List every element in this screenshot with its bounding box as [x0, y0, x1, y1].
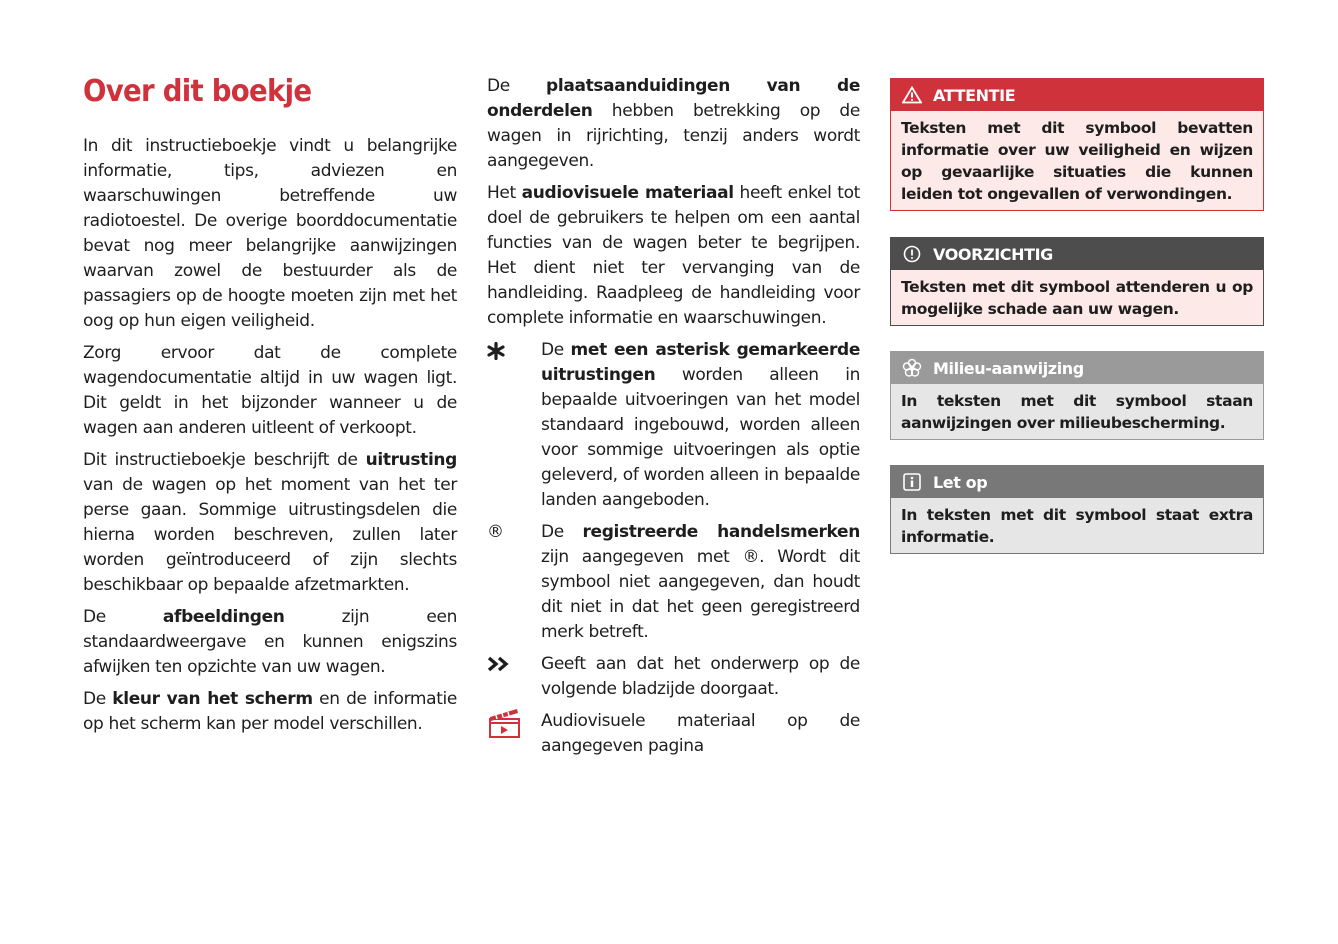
audiovisual-paragraph: Het audiovisuele materiaal heeft enkel tot doel de gebruikers te helpen om een aantal functies van de wagen beter te begrijpen. Het dient niet ter vervanging van de handleiding. Raadpleeg de handleiding voor complete informatie en waarschuwingen.	[487, 183, 860, 328]
equipment-paragraph: Dit instructieboekje beschrijft de uitrusting van de wagen op het moment van het ter perse gaan. Sommige uitrustingsdelen die hierna worden beschreven, zullen later worden geïntroduceerd of zijn slechts beschikbaar op bepaalde afzetmarkten.	[83, 450, 457, 595]
location-paragraph: De plaatsaanduidingen van de onderdelen hebben betrekking op de wagen in rijrichting, tenzij anders wordt aangegeven.	[487, 76, 860, 171]
exclamation-circle-icon	[901, 243, 923, 265]
attentie-title: ATTENTIE	[933, 85, 1016, 105]
symbol-text: De met een asterisk gemarkeerde uitrustingen worden alleen in bepaalde uitvoeringen van het model standaard ingebouwd, worden alleen voor sommige uitvoeringen als optie geleverd, of worden alleen in bepaalde landen aangeboden.	[541, 340, 861, 510]
intro-paragraph: In dit instructieboekje vindt u belangrijke informatie, tips, adviezen en waarschuwingen betreffende uw radiotoestel. De overige boorddocumentatie bevat nog meer belangrijke aanwijzingen waarvan zowel de bestuurder als de passagiers op de hoogte moeten zijn met het oog op hun eigen veiligheid.	[83, 136, 457, 331]
milieu-header	[891, 352, 1263, 384]
milieu-title: Milieu-aanwijzing	[933, 358, 1084, 378]
milieu-text: In teksten met dit symbool staan aanwijzingen over milieubescherming.	[891, 384, 1263, 439]
page-title: Over dit boekje	[83, 74, 312, 109]
milieu-box	[890, 351, 1264, 440]
flower-icon	[901, 357, 923, 379]
letop-header	[891, 466, 1263, 498]
letop-text: In teksten met dit symbool staat extra informatie.	[891, 498, 1263, 553]
double-chevron-icon	[487, 652, 541, 702]
documentation-paragraph: Zorg ervoor dat de complete wagendocumentatie altijd in uw wagen ligt. Dit geldt in het bijzonder wanneer u de wagen aan anderen uitleent of verkoopt.	[83, 343, 457, 438]
attentie-text: Teksten met dit symbool bevatten informatie over uw veiligheid en wijzen op gevaarlijke situaties die kunnen leiden tot ongevallen of verwondingen.	[891, 111, 1263, 210]
info-icon	[901, 471, 923, 493]
warning-triangle-icon	[901, 84, 923, 106]
symbol-item-registered	[487, 520, 860, 645]
voorzichtig-title: VOORZICHTIG	[933, 244, 1053, 264]
letop-box	[890, 465, 1264, 554]
symbol-item-audiovisual	[487, 709, 860, 759]
images-paragraph: De afbeeldingen zijn een standaardweergave en kunnen enigszins afwijken ten opzichte van uw wagen.	[83, 607, 458, 677]
voorzichtig-text: Teksten met dit symbool attenderen u op mogelijke schade aan uw wagen.	[891, 270, 1263, 325]
registered-icon: ®	[487, 522, 504, 542]
voorzichtig-header	[891, 238, 1263, 270]
clapperboard-icon	[487, 709, 541, 759]
symbol-text: Geeft aan dat het onderwerp op de volgende bladzijde doorgaat.	[541, 654, 860, 699]
attentie-header	[891, 79, 1263, 111]
asterisk-icon	[487, 338, 541, 513]
attentie-box	[890, 78, 1264, 211]
voorzichtig-box	[890, 237, 1264, 326]
screen-color-paragraph: De kleur van het scherm en de informatie op het scherm kan per model verschillen.	[83, 689, 457, 734]
symbol-item-continue	[487, 652, 860, 702]
symbol-text: De registreerde handelsmerken zijn aangegeven met ®. Wordt dit symbool niet aangegeven, dan houdt dit niet in dat het geen geregistreerd merk betreft.	[541, 522, 860, 642]
symbol-text: Audiovisuele materiaal op de aangegeven pagina	[541, 711, 860, 756]
letop-title: Let op	[933, 472, 988, 492]
symbol-item-asterisk	[487, 338, 860, 513]
